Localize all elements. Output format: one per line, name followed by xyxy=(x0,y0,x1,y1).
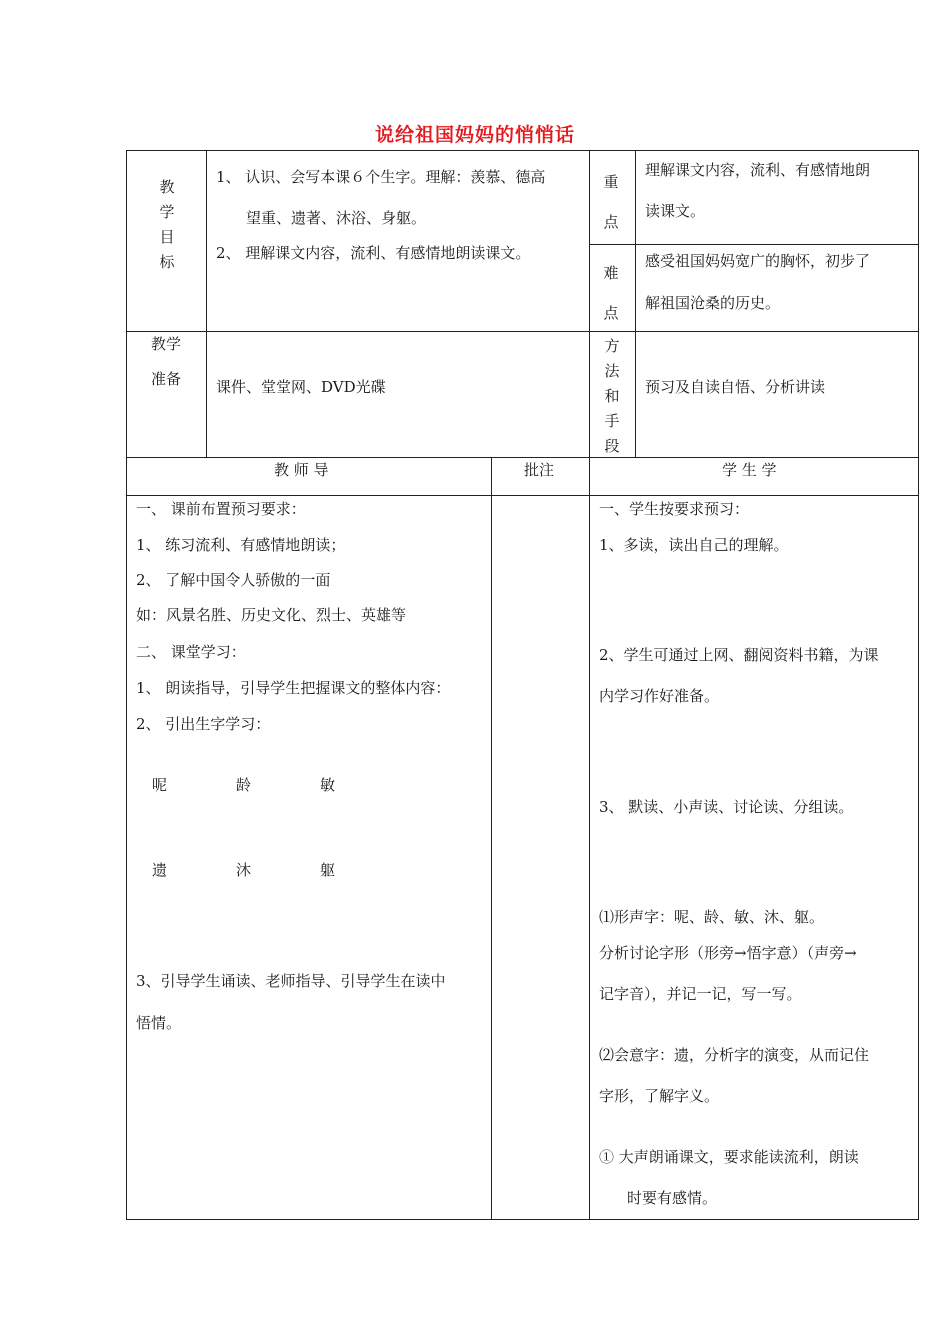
student-line: 内学习作好准备。 xyxy=(599,687,720,705)
difficulty-line-1: 感受祖国妈妈宽广的胸怀，初步了 xyxy=(645,252,871,270)
student-line: 2、学生可通过上网、翻阅资料书籍，为课 xyxy=(599,646,879,664)
objectives-label-char: 标 xyxy=(159,253,175,271)
student-line: ⑵会意字：遗，分析字的演变，从而记住 xyxy=(599,1046,870,1064)
teacher-step3-line-1: 3、引导学生诵读、老师指导、引导学生在读中 xyxy=(136,972,446,990)
teacher-line: 2、 了解中国令人骄傲的一面 xyxy=(136,571,331,589)
difficulty-line-2: 解祖国沧桑的历史。 xyxy=(645,294,781,312)
method-label xyxy=(600,334,624,459)
table-line-center xyxy=(589,150,590,1219)
student-line: 时要有感情。 xyxy=(627,1189,718,1207)
objectives-label xyxy=(155,175,179,275)
table-line-prep-bottom xyxy=(126,457,919,458)
key-point-line-1: 理解课文内容，流利、有感情地朗 xyxy=(645,161,871,179)
column-header-notes: 批注 xyxy=(524,461,555,479)
key-point-label-char: 点 xyxy=(603,213,619,231)
objectives-label-char: 目 xyxy=(159,228,175,246)
prep-text: 课件、堂堂网、DVD光碟 xyxy=(216,378,386,396)
objective-line-3: 2、 理解课文内容，流利、有感情地朗读课文。 xyxy=(216,244,531,262)
difficulty-label-char: 点 xyxy=(603,304,619,322)
student-line: 1、多读，读出自己的理解。 xyxy=(599,536,789,554)
new-character: 沐 xyxy=(236,861,252,879)
objective-line-2: 望重、遗著、沐浴、身躯。 xyxy=(246,209,427,227)
table-border-top xyxy=(126,150,919,151)
table-line-header-bottom xyxy=(126,495,919,496)
method-label-char: 手 xyxy=(604,412,620,430)
column-header-student: 学 生 学 xyxy=(722,461,777,479)
table-border-left xyxy=(126,150,127,1219)
table-line-objectives-bottom xyxy=(126,331,919,332)
prep-label-line-2: 准备 xyxy=(151,370,182,388)
key-point-label xyxy=(599,162,623,242)
method-text: 预习及自读自悟、分析讲读 xyxy=(645,378,826,396)
method-label-char: 和 xyxy=(604,387,620,405)
new-character: 龄 xyxy=(236,776,252,794)
teacher-line: 二、 课堂学习： xyxy=(136,643,246,661)
table-border-bottom xyxy=(126,1219,919,1220)
key-point-line-2: 读课文。 xyxy=(645,202,706,220)
student-line: ① 大声朗诵课文，要求能读流利，朗读 xyxy=(599,1148,859,1166)
teacher-line: 一、 课前布置预习要求： xyxy=(136,500,306,518)
teacher-line: 1、 练习流利、有感情地朗读； xyxy=(136,536,346,554)
student-line: 记字音），并记一记，写一写。 xyxy=(599,985,802,1003)
table-line-notes-col xyxy=(491,457,492,1219)
key-point-label-char: 重 xyxy=(603,173,619,191)
objectives-label-char: 学 xyxy=(159,203,175,221)
objectives-label-char: 教 xyxy=(159,178,175,196)
method-label-char: 法 xyxy=(604,362,620,380)
table-border-right xyxy=(918,150,919,1219)
table-line-label-col xyxy=(206,150,207,457)
method-label-char: 段 xyxy=(604,437,620,455)
new-character: 躯 xyxy=(320,861,336,879)
column-header-teacher: 教 师 导 xyxy=(274,461,329,479)
prep-label-line-1: 教学 xyxy=(151,335,182,353)
student-line: 字形，了解字义。 xyxy=(599,1087,720,1105)
table-line-right-label-col xyxy=(635,150,636,457)
new-character: 呢 xyxy=(152,776,168,794)
difficulty-label-char: 难 xyxy=(603,264,619,282)
difficulty-label xyxy=(599,253,623,333)
teacher-line: 2、 引出生字学习： xyxy=(136,715,271,733)
table-line-mid-right xyxy=(589,244,919,245)
method-label-char: 方 xyxy=(604,337,620,355)
student-line: 3、 默读、小声读、讨论读、分组读。 xyxy=(599,798,854,816)
teacher-step3-line-2: 悟情。 xyxy=(136,1014,182,1032)
teacher-line: 如：风景名胜、历史文化、烈士、英雄等 xyxy=(136,606,407,624)
student-line: ⑴形声字：呢、龄、敏、沐、躯。 xyxy=(599,908,825,926)
new-character: 敏 xyxy=(320,776,336,794)
new-character: 遗 xyxy=(152,861,168,879)
teacher-line: 1、 朗读指导，引导学生把握课文的整体内容： xyxy=(136,679,451,697)
student-line: 分析讨论字形（形旁→悟字意）（声旁→ xyxy=(599,944,857,962)
document-title: 说给祖国妈妈的悄悄话 xyxy=(374,124,575,146)
student-line: 一、学生按要求预习： xyxy=(599,500,750,518)
objective-line-1: 1、 认识、会写本课６个生字。理解：羡慕、德高 xyxy=(216,168,546,186)
